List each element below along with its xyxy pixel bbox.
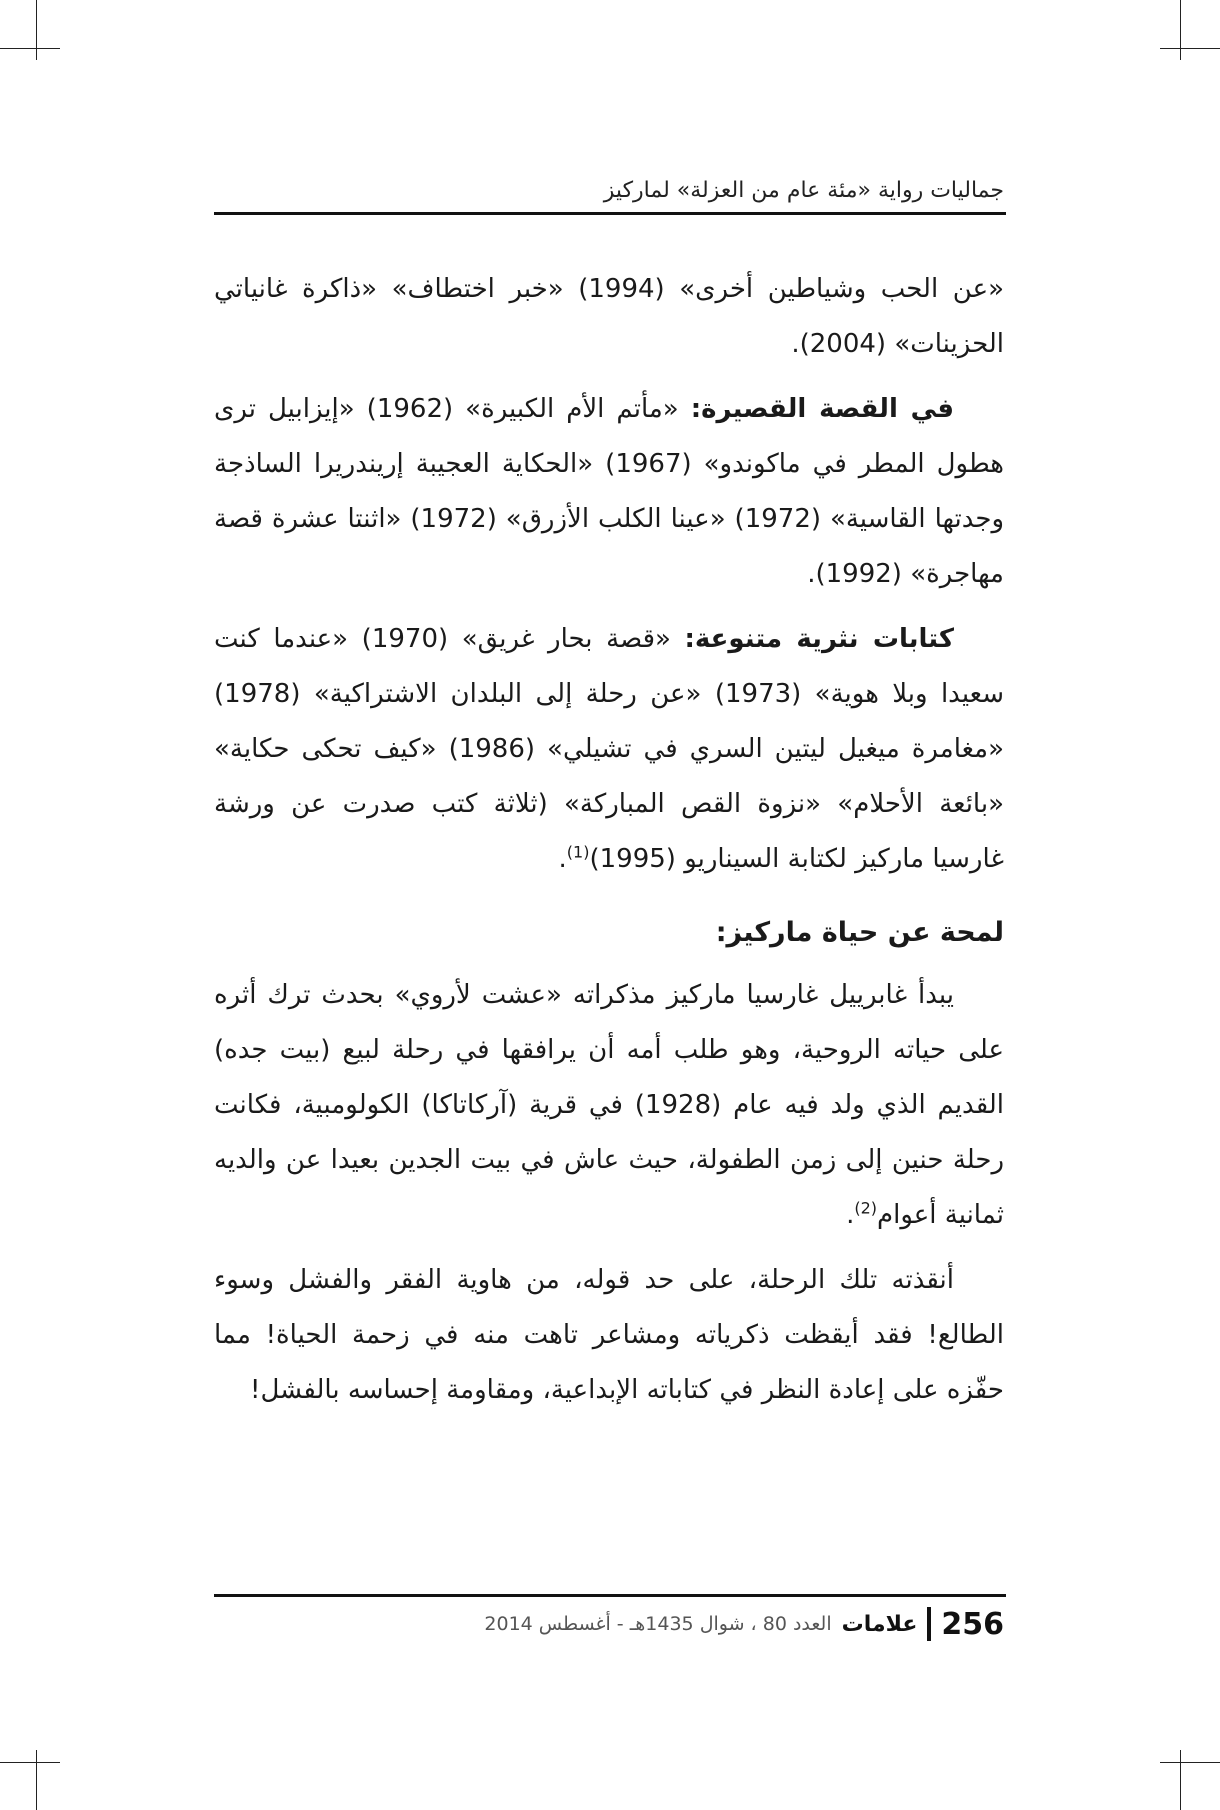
section-heading: لمحة عن حياة ماركيز:: [715, 917, 1004, 948]
paragraph-text: يبدأ غابرييل غارسيا ماركيز مذكراته «عشت لأروي» بحدث ترك أثره على حياته الروحية، وهو طلب أمه أن يرافقها في رحلة لبيع (بيت جده) القديم الذي ولد فيه عام (1928) في قرية (آركاتاكا) الكولومبية، فكانت رحلة حنين إلى زمن الطفولة، حيث عاش في بيت الجدين بعيدا عن والديه ثمانية أعوام: [214, 980, 1005, 1230]
paragraph-text: «عن الحب وشياطين أخرى» (1994) «خبر اختطاف» «ذاكرة غانياتي الحزينات» (2004).: [214, 274, 1004, 359]
header-divider: [214, 212, 1006, 215]
crop-mark: [36, 1750, 37, 1810]
footer-divider: [214, 1594, 1006, 1597]
footnote-ref: (2): [854, 1198, 878, 1218]
crop-mark: [0, 1762, 60, 1763]
footnote-ref: (1): [566, 842, 590, 862]
footer-separator: [927, 1607, 931, 1641]
running-header: جماليات رواية «مئة عام من العزلة» لماركيز: [603, 178, 1004, 203]
paragraph-text: «مأتم الأم الكبيرة» (1962) «إيزابيل ترى هطول المطر في ماكوندو» (1967) «الحكاية العجيبة إريندريرا الساذجة وجدتها القاسية» (1972) «عينا الكلب الأزرق» (1972) «اثنتا عشرة قصة مهاجرة» (1992).: [214, 394, 1004, 589]
journal-name: علامات: [841, 1611, 918, 1637]
page-body: [214, 262, 1004, 1428]
paragraph-text: أنقذته تلك الرحلة، على حد قوله، من هاوية الفقر والفشل وسوء الطالع! فقد أيقظت ذكرياته ومشاعر تاهت منه في زحمة الحياة! مما حفّزه على إعادة النظر في كتاباته الإبداعية، ومقاومة إحساسه بالفشل!: [214, 1265, 1004, 1405]
paragraph-tail: .: [846, 1200, 855, 1230]
crop-mark: [1180, 0, 1181, 60]
crop-mark: [0, 48, 60, 49]
crop-mark: [1160, 48, 1220, 49]
paragraph-text: «قصة بحار غريق» (1970) «عندما كنت سعيدا وبلا هوية» (1973) «عن رحلة إلى البلدان الاشتراكية» (1978) «مغامرة ميغيل ليتين السري في تشيلي» (1986) «كيف تحكى حكاية» «بائعة الأحلام» «نزوة القص المباركة» (ثلاثة كتب صدرت عن ورشة غارسيا ماركيز لكتابة السيناريو (1995): [214, 624, 1005, 874]
crop-mark: [1160, 1762, 1220, 1763]
paragraph-tail: .: [558, 844, 567, 874]
paragraph: [214, 382, 1004, 602]
paragraph: [214, 1253, 1004, 1418]
paragraph: [214, 262, 1004, 372]
crop-mark: [36, 0, 37, 60]
paragraph-lead: في القصة القصيرة:: [690, 394, 954, 424]
page-footer: [214, 1604, 1004, 1644]
issue-info: العدد 80 ، شوال 1435هـ - أغسطس 2014: [484, 1613, 832, 1635]
paragraph: [214, 968, 1004, 1243]
crop-mark: [1180, 1750, 1181, 1810]
page-number: 256: [941, 1606, 1004, 1642]
paragraph-lead: كتابات نثرية متنوعة:: [684, 624, 954, 654]
paragraph: [214, 612, 1004, 887]
